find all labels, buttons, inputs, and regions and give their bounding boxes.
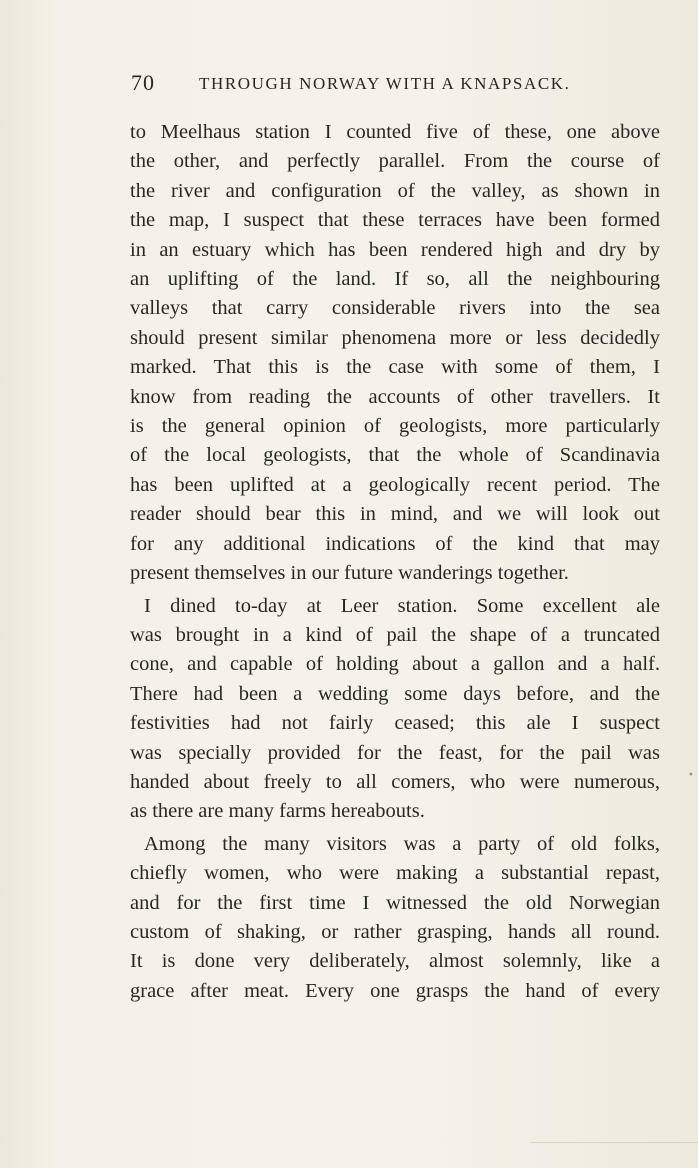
text-line: handed about freely to all comers, who were numerous, xyxy=(130,770,660,793)
text-line: custom of shaking, or rather grasping, hands all round. xyxy=(130,920,660,943)
text-line: is the general opinion of geologists, more particularly xyxy=(130,415,660,438)
page-number: 70 xyxy=(131,70,155,95)
text-line: I dined to-day at Leer station. Some excellent ale xyxy=(144,594,660,617)
text-line: present themselves in our future wanderings together. xyxy=(130,562,569,585)
text-line: for any additional indications of the kind that may xyxy=(130,532,660,555)
text-line: an uplifting of the land. If so, all the neighbouring xyxy=(130,268,660,291)
text-line: as there are many farms hereabouts. xyxy=(130,800,425,823)
paragraph-3 xyxy=(130,830,660,1006)
text-line: valleys that carry considerable rivers into the sea xyxy=(130,297,660,320)
text-line: know from reading the accounts of other travellers. It xyxy=(130,385,660,408)
text-line: cone, and capable of holding about a gallon and a half. xyxy=(130,653,660,676)
text-line: It is done very deliberately, almost solemnly, like a xyxy=(130,950,660,973)
text-line: the map, I suspect that these terraces have been formed xyxy=(130,209,660,232)
page-header xyxy=(131,70,611,104)
paragraph-1 xyxy=(130,118,660,589)
text-line: should present similar phenomena more or less decidedly xyxy=(130,326,660,349)
text-line: to Meelhaus station I counted five of these, one above xyxy=(130,121,660,143)
running-head: THROUGH NORWAY WITH A KNAPSACK. xyxy=(199,74,571,93)
text-line: There had been a wedding some days before, and the xyxy=(130,682,660,705)
text-line: chiefly women, who were making a substantial repast, xyxy=(130,862,660,885)
text-line: has been uplifted at a geologically recent period. The xyxy=(130,473,660,496)
text-line: reader should bear this in mind, and we will look out xyxy=(130,503,660,526)
text-line: the river and configuration of the valley, as shown in xyxy=(130,179,660,202)
text-line: the other, and perfectly parallel. From the course of xyxy=(130,150,660,173)
text-line: of the local geologists, that the whole of Scandinavia xyxy=(130,444,660,467)
text-line: festivities had not fairly ceased; this ale I suspect xyxy=(130,712,660,735)
body-text xyxy=(130,118,660,1006)
text-line: was specially provided for the feast, for the pail was xyxy=(130,741,660,764)
text-line: and for the first time I witnessed the old Norwegian xyxy=(130,891,660,914)
text-line: marked. That this is the case with some of them, I xyxy=(130,356,660,379)
paragraph-2 xyxy=(130,592,660,827)
scan-speck: • xyxy=(688,770,694,781)
text-line: in an estuary which has been rendered high and dry by xyxy=(130,238,660,261)
text-line: was brought in a kind of pail the shape of a truncated xyxy=(130,623,660,646)
text-line: Among the many visitors was a party of old folks, xyxy=(144,832,660,855)
scan-edge-line xyxy=(530,1142,698,1143)
text-line: grace after meat. Every one grasps the hand of every xyxy=(130,979,660,1002)
